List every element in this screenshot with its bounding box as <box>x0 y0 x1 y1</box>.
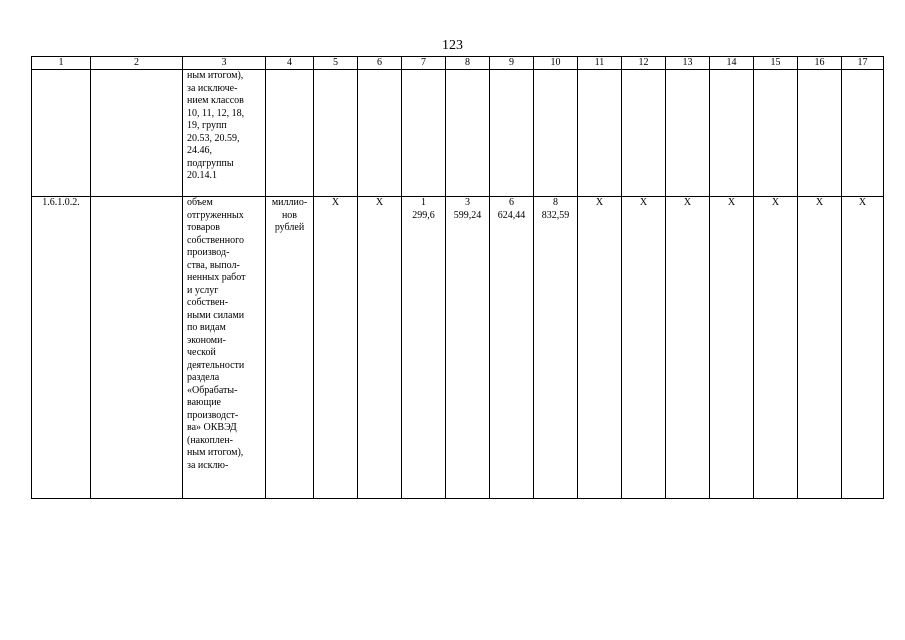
table-row <box>32 197 884 499</box>
value-cell <box>798 70 842 197</box>
value-cell: X <box>666 197 710 499</box>
value-cell <box>314 70 358 197</box>
column-number: 12 <box>622 57 666 70</box>
value-cell: X <box>358 197 402 499</box>
column-number: 13 <box>666 57 710 70</box>
column-number: 3 <box>183 57 266 70</box>
column-number: 1 <box>32 57 91 70</box>
value-cell: X <box>578 197 622 499</box>
row-column-2 <box>91 70 183 197</box>
value-cell <box>622 70 666 197</box>
value-cell <box>402 70 446 197</box>
column-number: 10 <box>534 57 578 70</box>
value-cell: X <box>710 197 754 499</box>
column-number: 11 <box>578 57 622 70</box>
value-cell <box>358 70 402 197</box>
value-cell: 6 624,44 <box>490 197 534 499</box>
column-number-header <box>32 57 884 70</box>
row-column-2 <box>91 197 183 499</box>
table-row <box>32 70 884 197</box>
column-number: 15 <box>754 57 798 70</box>
value-cell <box>842 70 884 197</box>
column-number: 14 <box>710 57 754 70</box>
column-number: 2 <box>91 57 183 70</box>
unit-of-measure: миллио- нов рублей <box>266 197 314 499</box>
row-code: 1.6.1.0.2. <box>32 197 91 499</box>
column-number: 5 <box>314 57 358 70</box>
value-cell <box>446 70 490 197</box>
column-number: 9 <box>490 57 534 70</box>
value-cell: X <box>798 197 842 499</box>
value-cell <box>490 70 534 197</box>
column-number: 17 <box>842 57 884 70</box>
data-table <box>31 56 884 499</box>
value-cell <box>710 70 754 197</box>
value-cell: X <box>622 197 666 499</box>
value-cell: X <box>842 197 884 499</box>
column-number: 7 <box>402 57 446 70</box>
unit-of-measure <box>266 70 314 197</box>
value-cell: 3 599,24 <box>446 197 490 499</box>
column-number: 4 <box>266 57 314 70</box>
value-cell <box>666 70 710 197</box>
indicator-description: ным итогом), за исключе- нием классов 10, 11, 12, 18, 19, групп 20.53, 20.59, 24.46, подгруппы 20.14.1 <box>183 70 266 197</box>
value-cell <box>578 70 622 197</box>
value-cell: X <box>754 197 798 499</box>
column-number: 16 <box>798 57 842 70</box>
value-cell: X <box>314 197 358 499</box>
value-cell: 1 299,6 <box>402 197 446 499</box>
column-number: 6 <box>358 57 402 70</box>
value-cell <box>534 70 578 197</box>
value-cell: 8 832,59 <box>534 197 578 499</box>
column-number: 8 <box>446 57 490 70</box>
value-cell <box>754 70 798 197</box>
row-code <box>32 70 91 197</box>
page-number: 123 <box>442 38 463 53</box>
indicator-description: объем отгруженных товаров собственного производ- ства, выпол- ненных работ и услуг собствен- ными силами по видам экономи- ческой деятельности раздела «Обрабаты- вающие производст- ва» ОКВЭД (накоплен- ным итогом), за исклю- <box>183 197 266 499</box>
